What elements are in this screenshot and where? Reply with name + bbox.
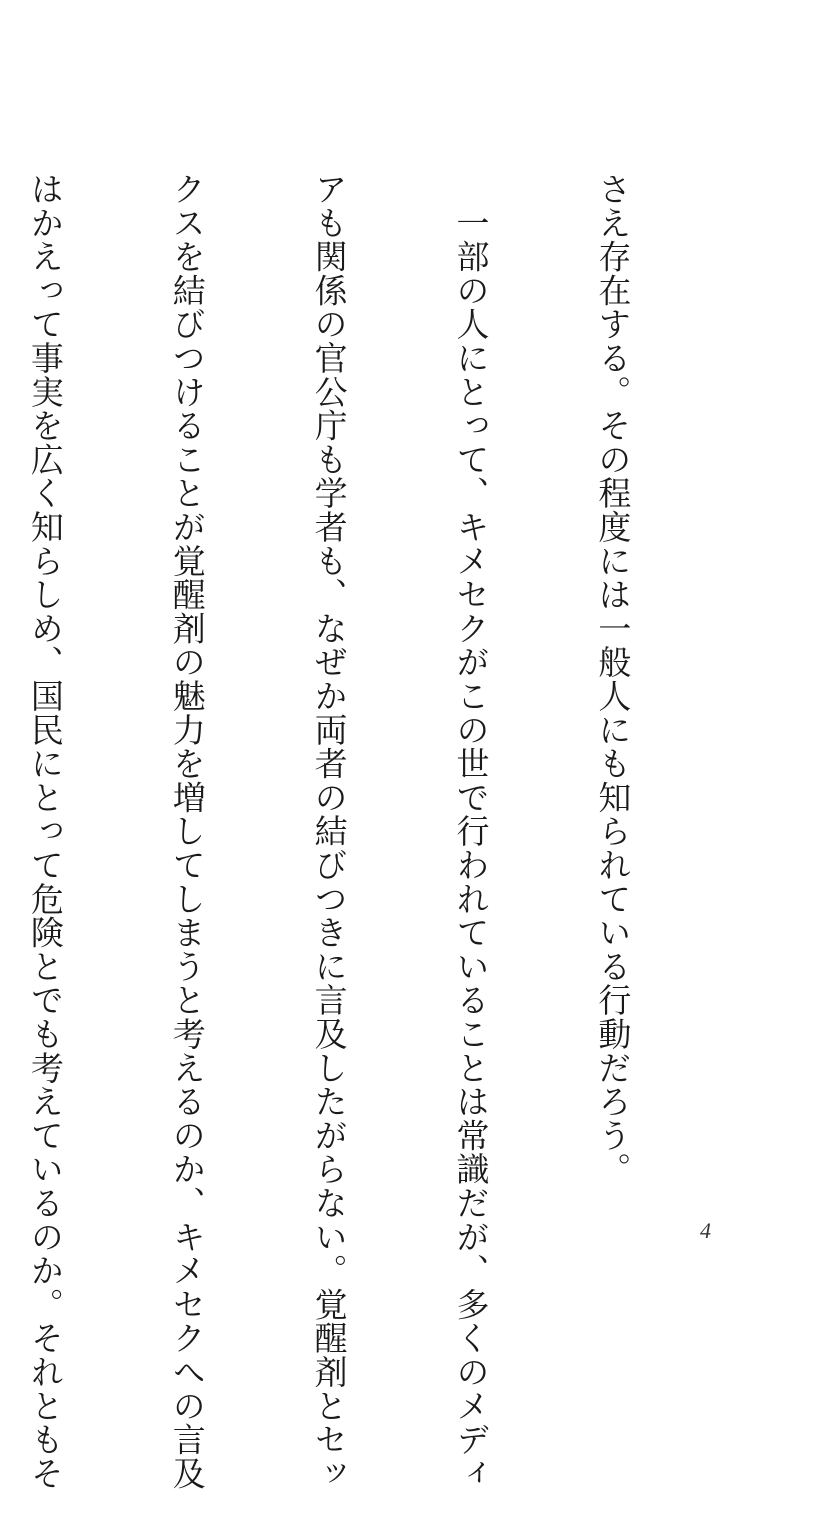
text-line: さえ存在する。その程度には一般人にも知られている行動だろう。 xyxy=(593,172,633,1186)
page-number: 4 xyxy=(700,1218,711,1243)
text-line: クスを結びつけることが覚醒剤の魅力を増してしまうと考えるのか、キメセクへの言及 xyxy=(167,172,207,1491)
body-text xyxy=(0,172,731,1491)
text-line: 一部の人にとって、キメセクがこの世で行われていることは常識だが、多くのメディ xyxy=(451,172,491,1491)
text-line: アも関係の官公庁も学者も、なぜか両者の結びつきに言及したがらない。覚醒剤とセッ xyxy=(309,172,349,1491)
text-line: はかえって事実を広く知らしめ、国民にとって危険とでも考えているのか。それともそ xyxy=(25,172,65,1491)
